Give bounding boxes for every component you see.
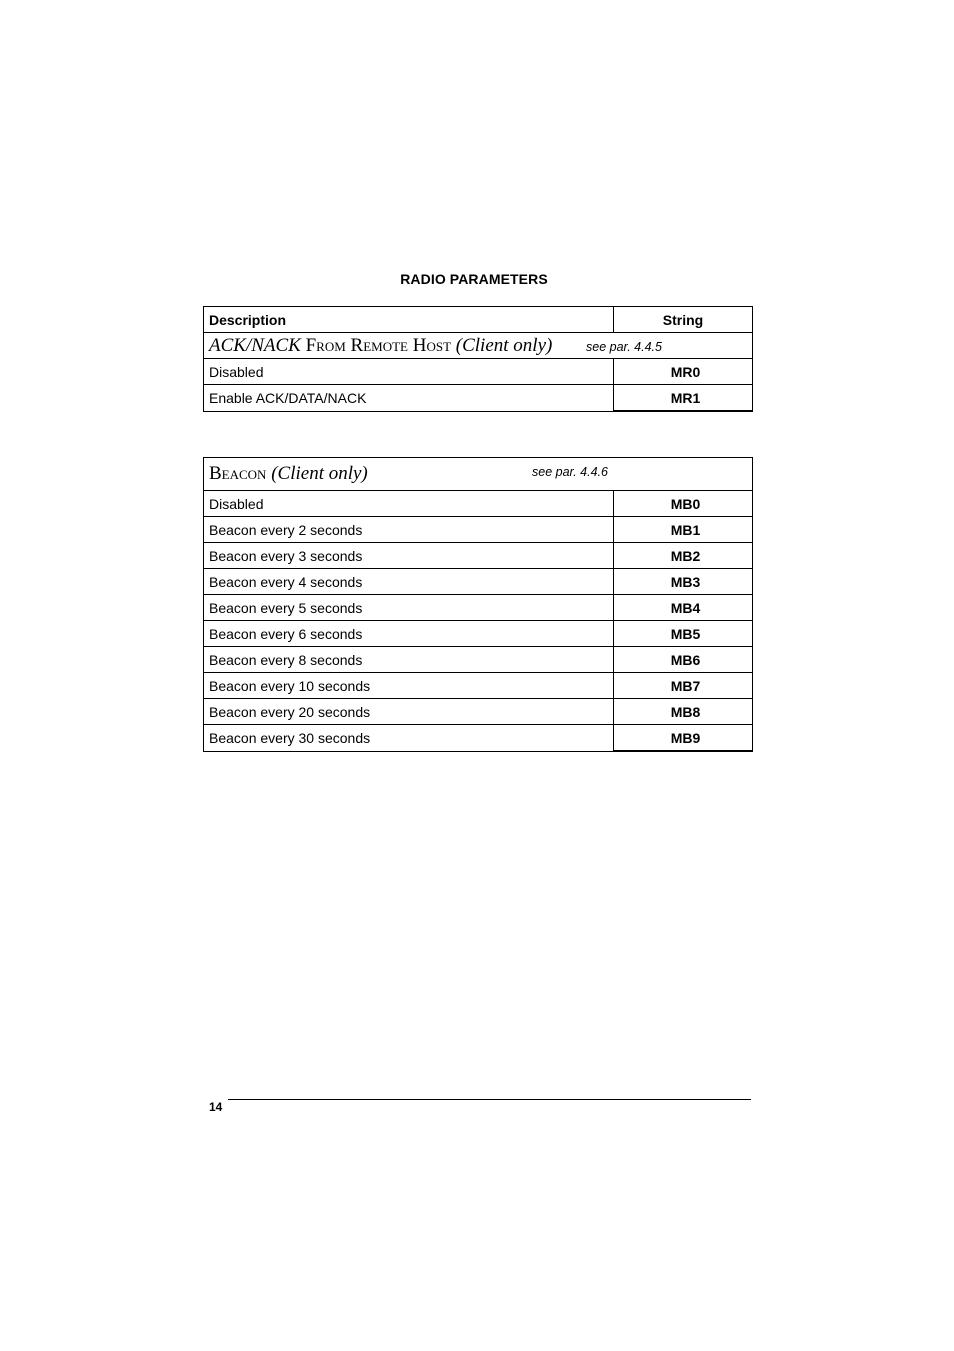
beacon-row-code: MB7: [614, 673, 753, 699]
beacon-row: [204, 569, 753, 595]
beacon-row-description: Beacon every 4 seconds: [204, 569, 614, 595]
beacon-title: [209, 463, 368, 484]
beacon-row-code: MB9: [614, 725, 753, 752]
ack-title: [209, 335, 552, 356]
beacon-row-description: Disabled: [204, 491, 614, 517]
beacon-table: [203, 457, 753, 752]
page-number: 14: [209, 1100, 223, 1114]
beacon-title-row: [204, 458, 753, 491]
beacon-row-description: Beacon every 6 seconds: [204, 621, 614, 647]
beacon-row-code: MB6: [614, 647, 753, 673]
footer-rule: [228, 1099, 751, 1100]
description-header: Description: [204, 307, 614, 333]
beacon-row-code: MB5: [614, 621, 753, 647]
ack-nack-table: [203, 306, 753, 412]
ack-title-part-4: Host: [412, 334, 456, 356]
ack-row-code: MR0: [614, 359, 753, 385]
beacon-row: [204, 673, 753, 699]
beacon-row: [204, 647, 753, 673]
beacon-row: [204, 595, 753, 621]
ack-row-description: Enable ACK/DATA/NACK: [204, 385, 614, 412]
ack-title-row: [204, 333, 753, 359]
beacon-row-description: Beacon every 5 seconds: [204, 595, 614, 621]
ack-title-part-1: ACK/NACK: [209, 334, 306, 356]
beacon-row-code: MB3: [614, 569, 753, 595]
ack-title-qualifier: (Client only): [455, 334, 553, 356]
beacon-row-code: MB0: [614, 491, 753, 517]
ack-title-part-2: From: [305, 334, 351, 356]
beacon-title-word: Beacon: [209, 463, 267, 484]
beacon-row-description: Beacon every 30 seconds: [204, 725, 614, 752]
beacon-row-code: MB4: [614, 595, 753, 621]
beacon-row: [204, 699, 753, 725]
ack-reference: see par. 4.4.5: [586, 340, 662, 354]
beacon-row-code: MB1: [614, 517, 753, 543]
beacon-row: [204, 621, 753, 647]
ack-row-description: Disabled: [204, 359, 614, 385]
beacon-rows: [204, 491, 753, 752]
beacon-reference: see par. 4.4.6: [532, 465, 608, 479]
beacon-title-qualifier: (Client only): [271, 463, 368, 484]
ack-row: [204, 385, 753, 412]
ack-title-part-3: Remote: [350, 334, 413, 356]
beacon-row: [204, 491, 753, 517]
beacon-row-code: MB8: [614, 699, 753, 725]
beacon-row: [204, 725, 753, 752]
beacon-row-description: Beacon every 8 seconds: [204, 647, 614, 673]
beacon-row: [204, 543, 753, 569]
beacon-row-description: Beacon every 20 seconds: [204, 699, 614, 725]
beacon-row-description: Beacon every 3 seconds: [204, 543, 614, 569]
beacon-row-description: Beacon every 2 seconds: [204, 517, 614, 543]
string-header: String: [614, 307, 753, 333]
ack-row-code: MR1: [614, 385, 753, 412]
beacon-row-code: MB2: [614, 543, 753, 569]
table-header-row: [204, 307, 753, 333]
beacon-row: [204, 517, 753, 543]
ack-row: [204, 359, 753, 385]
page-heading: RADIO PARAMETERS: [400, 271, 548, 287]
beacon-row-description: Beacon every 10 seconds: [204, 673, 614, 699]
ack-rows: [204, 359, 753, 412]
